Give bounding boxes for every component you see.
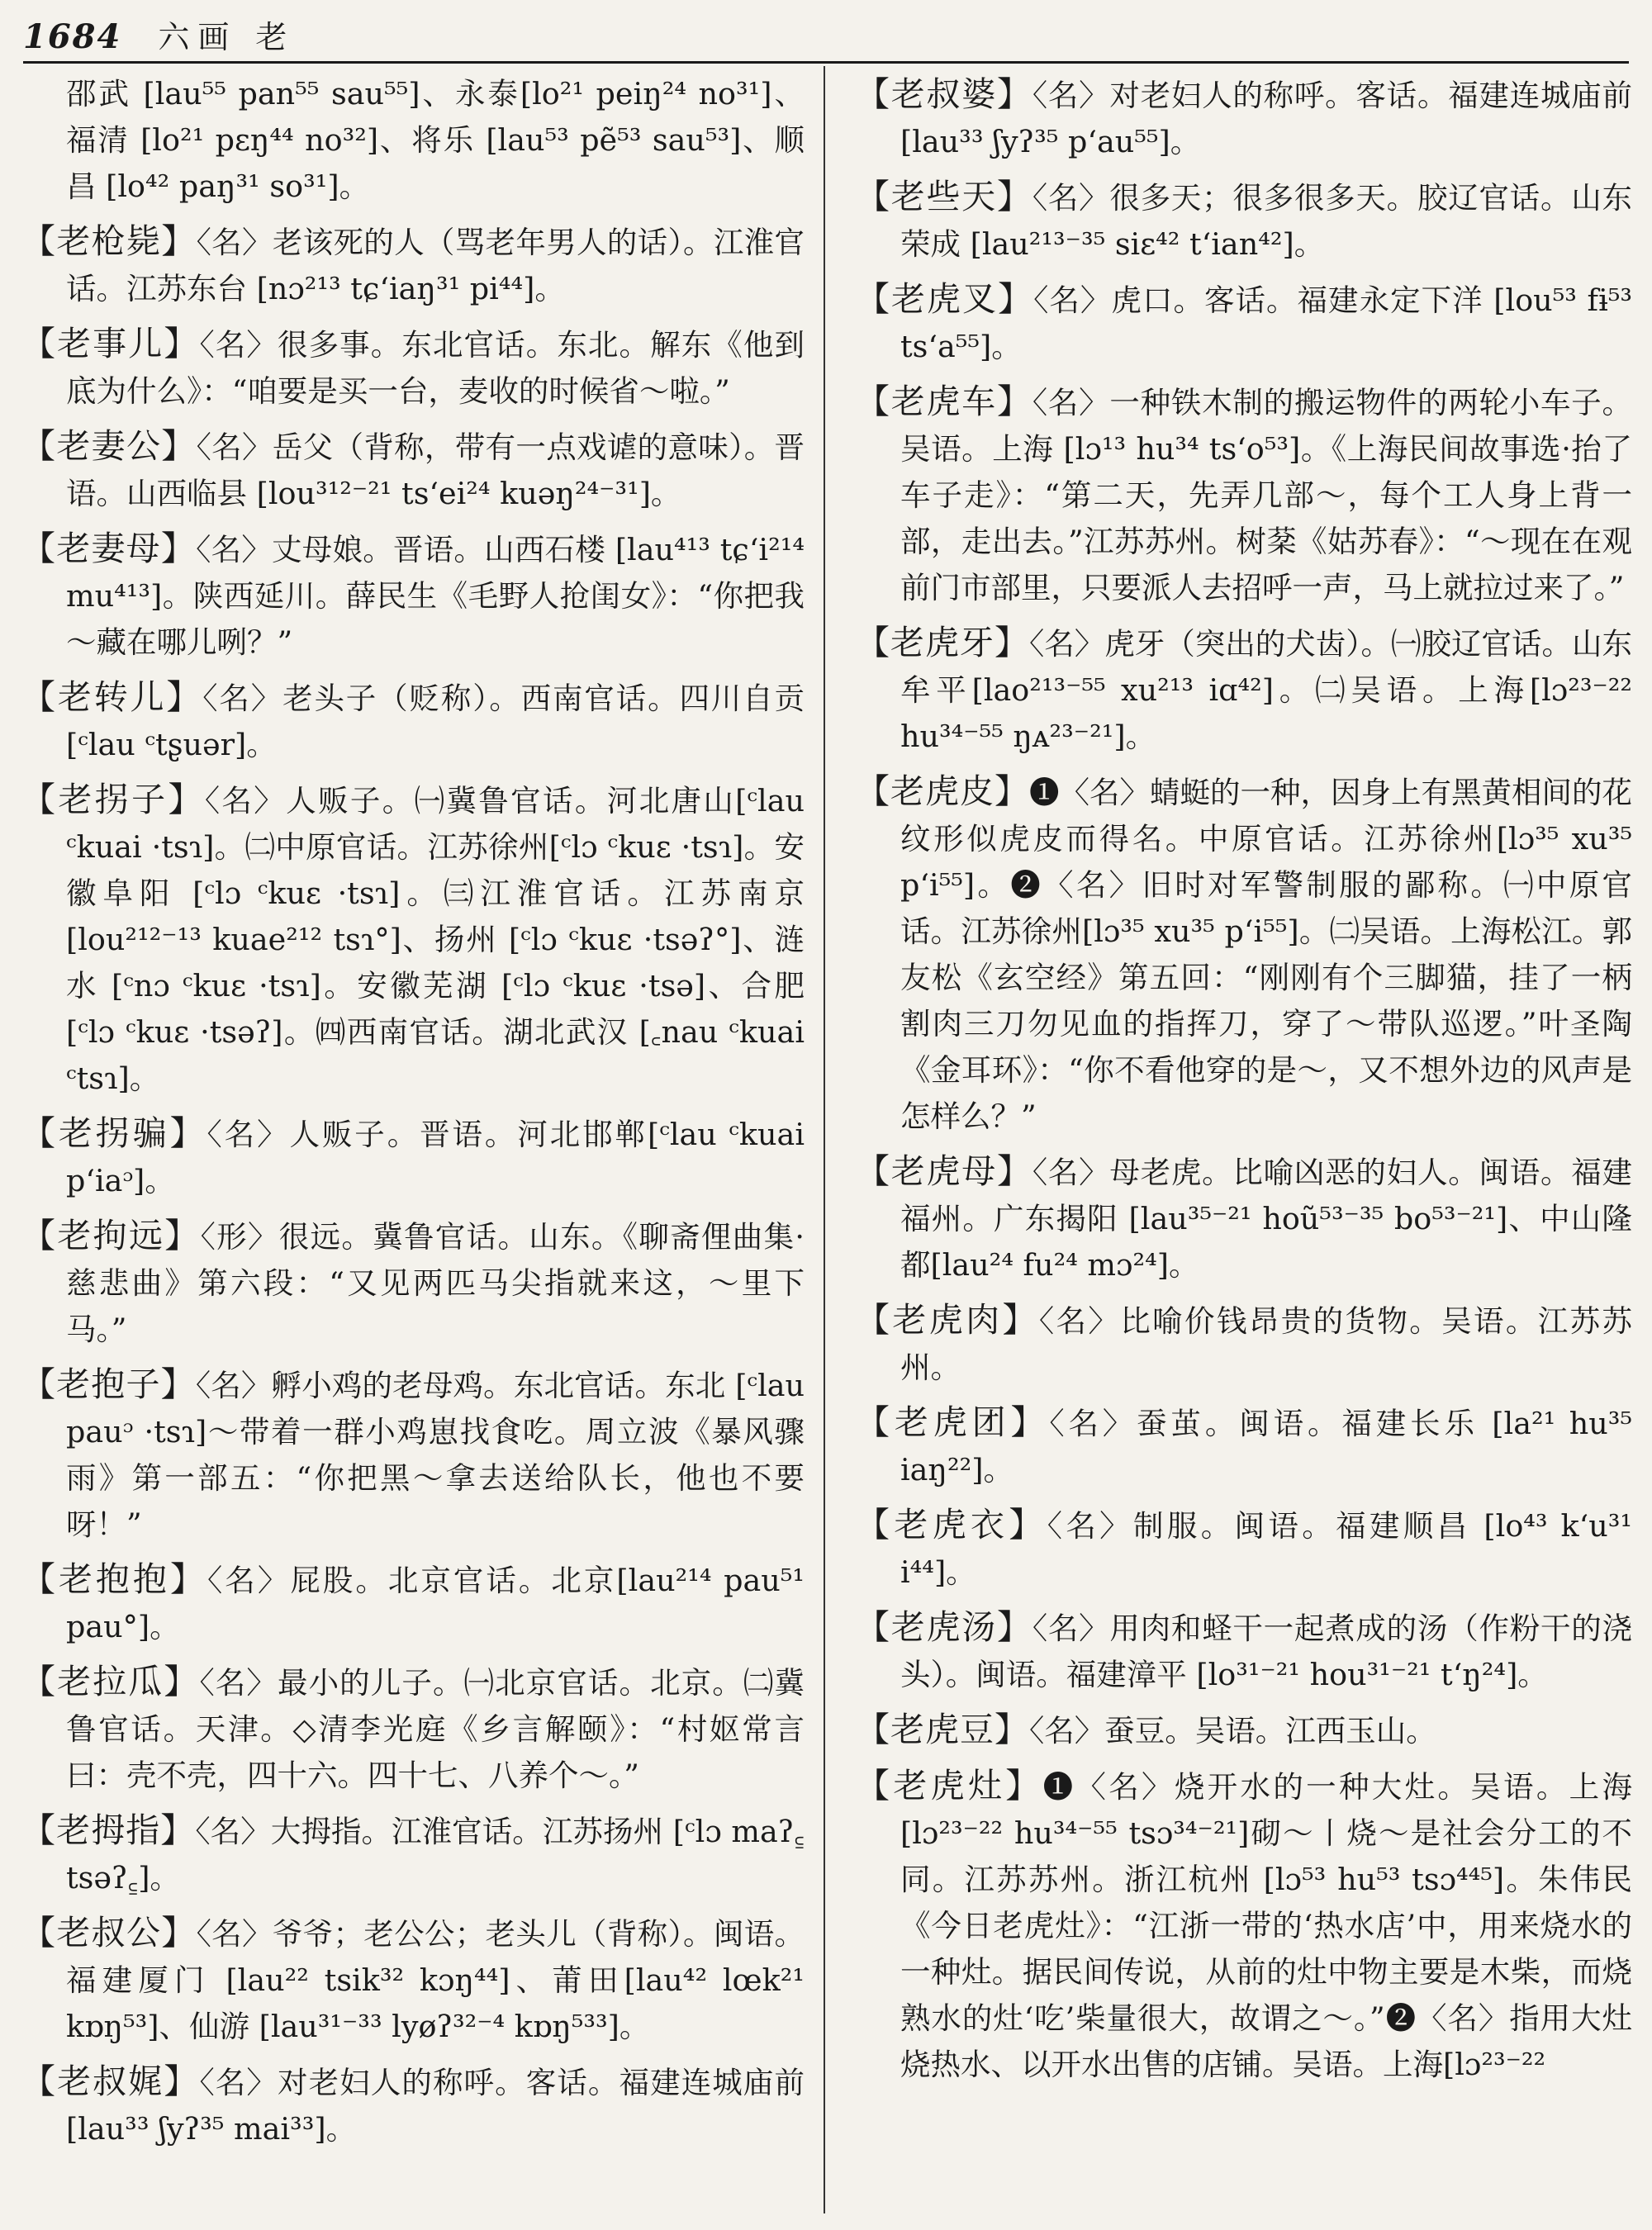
entry-headword: 【老转儿】 xyxy=(21,677,203,717)
entry-headword: 【老虎皮】 xyxy=(856,771,1029,811)
entry-text: 〈名〉母老虎。比喻凶恶的妇人。闽语。福建福州。广东揭阳 [lau³⁵⁻²¹ hoũ⁵³⁻³⁵ bo⁵³⁻²¹]、中山隆都[lau²⁴ fu²⁴ mɔ²⁴]。 xyxy=(900,1155,1633,1283)
dict-entry xyxy=(856,1706,1632,1754)
entry-headword: 【老虎衣】 xyxy=(856,1505,1047,1544)
dict-entry xyxy=(21,1212,805,1353)
entry-text: ❶〈名〉烧开水的一种大灶。吴语。上海 [lɔ²³⁻²² hu³⁴⁻⁵⁵ tsɔ³⁴⁻²¹]砌～丨烧～是社会分工的不同。江苏苏州。浙江杭州 [lɔ⁵³ hu⁵³ tsɔ⁴⁴⁵]。朱伟民《今日老虎灶》：“江浙一带的‘热水店’中，用来烧水的一种灶。据民间传说，从前的灶中物主要是木柴，而烧熟水的灶‘吃’柴量很大，故谓之～。”❷〈名〉指用大灶烧热水、以开水出售的店铺。吴语。上海[lɔ²³⁻²² xyxy=(900,1769,1633,2082)
entry-headword: 【老枪毙】 xyxy=(21,221,197,261)
entry-text: 〈名〉一种铁木制的搬运物件的两轮小车子。吴语。上海 [lɔ¹³ hu³⁴ tsʻo⁵³]。《上海民间故事选·抬了车子走》：“第二天，先弄几部～，每个工人身上背一部，走出去。”江苏苏州。树棻《姑苏春》：“～现在在观前门市部里，只要派人去招呼一声，马上就拉过来了。” xyxy=(900,385,1633,605)
dict-entry xyxy=(856,1502,1632,1596)
entry-headword: 【老事儿】 xyxy=(21,324,200,363)
right-column xyxy=(856,71,1632,2213)
entry-text: 〈名〉比喻价钱昂贵的货物。吴语。江苏苏州。 xyxy=(900,1303,1633,1385)
entry-text: 〈名〉对老妇人的称呼。客话。福建连城庙前[lau³³ ʃyʔ³⁵ mai³³]。 xyxy=(66,2065,805,2147)
entry-text: 〈名〉人贩子。晋语。河北邯郸[ᶜlau ᶜkuai pʻiaᵓ]。 xyxy=(66,1117,805,1198)
dict-entry xyxy=(21,674,805,768)
entry-text: 〈名〉孵小鸡的老母鸡。东北官话。东北 [ᶜlau pauᵓ ·tsɿ]～带着一群小鸡崽找食吃。周立波《暴风骤雨》第一部五：“你把黑～拿去送给队长，他也不要呀！” xyxy=(66,1368,805,1542)
dict-entry xyxy=(21,1110,805,1204)
entry-headword: 【老拇指】 xyxy=(21,1810,196,1850)
dict-entry xyxy=(21,1807,805,1901)
entry-headword: 【老虎肉】 xyxy=(856,1300,1039,1340)
dict-entry xyxy=(856,768,1632,1140)
dict-entry xyxy=(856,1399,1632,1493)
dict-entry xyxy=(856,1297,1632,1391)
entry-text: 〈名〉最小的儿子。㈠北京官话。北京。㈡冀鲁官话。天津。◇清李光庭《乡言解颐》：“村妪常言曰：壳不壳，四十六。四十七、八养个～。” xyxy=(66,1665,805,1793)
dict-entry xyxy=(21,218,805,312)
entry-text: 〈名〉虎牙（突出的犬齿）。㈠胶辽官话。山东牟平[lao²¹³⁻⁵⁵ xu²¹³ iɑ⁴²]。㈡吴语。上海[lɔ²³⁻²² hu³⁴⁻⁵⁵ ŋᴀ²³⁻²¹]。 xyxy=(900,626,1632,754)
entry-text: 〈形〉很远。冀鲁官话。山东。《聊斋俚曲集·慈悲曲》第六段：“又见两匹马尖指就来这，～里下马。” xyxy=(66,1219,805,1347)
entry-headword: 【老虎豆】 xyxy=(856,1710,1029,1749)
dict-entry xyxy=(21,2058,805,2152)
entry-text: 〈名〉丈母娘。晋语。山西石楼 [lau⁴¹³ tɕʻi²¹⁴ mu⁴¹³]。陕西延川。薛民生《毛野人抢闺女》：“你把我～藏在哪儿咧？” xyxy=(66,532,805,660)
entry-headword: 【老叔婆】 xyxy=(856,74,1032,114)
dict-entry xyxy=(856,619,1632,760)
dict-entry xyxy=(21,525,805,666)
dict-entry-continued xyxy=(21,71,805,210)
entry-headword: 【老虎牙】 xyxy=(856,623,1029,662)
entry-headword: 【老虎母】 xyxy=(856,1151,1032,1191)
entry-text: 〈名〉爷爷；老公公；老头儿（背称）。闽语。福建厦门 [lau²² tsik³² kɔŋ⁴⁴]、莆田[lau⁴² lœk²¹ kɒŋ⁵³]、仙游 [lau³¹⁻³³ lyøʔ³²⁻⁴ kɒŋ⁵³³]。 xyxy=(66,1916,805,2044)
dict-entry xyxy=(856,71,1632,165)
entry-text: 〈名〉蚕豆。吴语。江西玉山。 xyxy=(1029,1713,1436,1748)
entry-headword: 【老叔娓】 xyxy=(21,2062,200,2101)
entry-text: 〈名〉岳父（背称，带有一点戏谑的意味）。晋语。山西临县 [lou³¹²⁻²¹ tsʻei²⁴ kuəŋ²⁴⁻³¹]。 xyxy=(66,429,805,511)
entry-headword: 【老虎汤】 xyxy=(856,1607,1032,1647)
entry-text: 〈名〉人贩子。㈠冀鲁官话。河北唐山[ᶜlau ᶜkuai ·tsɿ]。㈡中原官话。江苏徐州[ᶜlɔ ᶜkuɛ ·tsɿ]。安徽阜阳 [ᶜlɔ ᶜkuɛ ·tsɿ]。㈢江淮官话。江苏南京 [lou²¹²⁻¹³ kuae²¹² tsɿ°]、扬州 [ᶜlɔ ᶜkuɛ ·tsəʔ°]、涟水 [ᶜnɔ ᶜkuɛ ·tsɿ]。安徽芜湖 [ᶜlɔ ᶜkuɛ ·tsə]、合肥[ᶜlɔ ᶜkuɛ ·tsəʔ]。㈣西南官话。湖北武汉 [꜀nau ᶜkuai ᶜtsɿ]。 xyxy=(66,783,805,1096)
entry-headword: 【老拉瓜】 xyxy=(21,1662,200,1701)
entry-text: ❶〈名〉蜻蜓的一种，因身上有黑黄相间的花纹形似虎皮而得名。中原官话。江苏徐州[lɔ³⁵ xu³⁵ pʻi⁵⁵]。❷〈名〉旧时对军警制服的鄙称。㈠中原官话。江苏徐州[lɔ³⁵ xu³⁵ pʻi⁵⁵]。㈡吴语。上海松江。郭友松《玄空经》第五回：“刚刚有个三脚猫，挂了一柄割肉三刀勿见血的指挥刀，穿了～带队巡逻。”叶圣陶《金耳环》：“你不看他穿的是～，又不想外边的风声是怎样么？” xyxy=(900,775,1632,1134)
dict-entry xyxy=(21,423,805,517)
dict-entry xyxy=(856,276,1632,370)
left-column xyxy=(21,71,805,2213)
entry-text: 〈名〉虎口。客话。福建永定下洋 [lou⁵³ fɨ⁵³ tsʻa⁵⁵]。 xyxy=(900,282,1633,364)
entry-text: 〈名〉用肉和蛏干一起煮成的汤（作粉干的浇头）。闽语。福建漳平 [lo³¹⁻²¹ hou³¹⁻²¹ tʻŋ²⁴]。 xyxy=(900,1611,1633,1692)
entry-text: 邵武 [lau⁵⁵ pan⁵⁵ sau⁵⁵]、永泰[lo²¹ peiŋ²⁴ no³¹]、福清 [lo²¹ pɛŋ⁴⁴ no³²]、将乐 [lau⁵³ pẽ⁵³ sau⁵³]、顺昌 [lo⁴² paŋ³¹ so³¹]。 xyxy=(66,76,805,204)
entry-headword: 【老妻母】 xyxy=(21,529,197,568)
dict-entry xyxy=(856,378,1632,611)
dict-entry xyxy=(21,1361,805,1548)
dict-entry xyxy=(21,1556,805,1650)
dict-entry xyxy=(856,1148,1632,1288)
dict-entry xyxy=(21,1658,805,1799)
dict-entry xyxy=(21,1910,805,2050)
entry-text: 〈名〉老该死的人（骂老年男人的话）。江淮官话。江苏东台 [nɔ²¹³ tɕʻiaŋ³¹ pi⁴⁴]。 xyxy=(66,225,805,306)
entry-headword: 【老虎叉】 xyxy=(856,279,1034,319)
entry-headword: 【老抱子】 xyxy=(21,1364,196,1404)
entry-text: 〈名〉大拇指。江淮官话。江苏扬州 [ᶜlɔ maʔ꜁ tsəʔ꜁]。 xyxy=(66,1814,805,1896)
entry-headword: 【老虎团】 xyxy=(856,1402,1050,1442)
column-divider xyxy=(824,66,825,2213)
entry-text: 〈名〉屁股。北京官话。北京[lau²¹⁴ pau⁵¹ pau°]。 xyxy=(66,1563,805,1644)
entry-text: 〈名〉很多天；很多很多天。胶辽官话。山东荣成 [lau²¹³⁻³⁵ siɛ⁴² tʻian⁴²]。 xyxy=(900,180,1633,262)
dict-entry xyxy=(856,173,1632,268)
dict-entry xyxy=(856,1763,1632,2088)
entry-headword: 【老虎车】 xyxy=(856,382,1032,421)
dict-entry xyxy=(21,320,805,415)
entry-headword: 【老拘远】 xyxy=(21,1216,201,1255)
entry-headword: 【老虎灶】 xyxy=(856,1766,1043,1805)
section-title: 六画 老 xyxy=(158,19,296,55)
page-number: 1684 xyxy=(23,17,122,56)
entry-headword: 【老抱抱】 xyxy=(21,1559,208,1599)
entry-headword: 【老些天】 xyxy=(856,177,1032,216)
entry-headword: 【老叔公】 xyxy=(21,1913,197,1952)
entry-headword: 【老妻公】 xyxy=(21,426,197,466)
entry-text: 〈名〉蚕茧。闽语。福建长乐 [la²¹ hu³⁵ iaŋ²²]。 xyxy=(900,1406,1632,1487)
entry-text: 〈名〉制服。闽语。福建顺昌 [lo⁴³ kʻu³¹ i⁴⁴]。 xyxy=(900,1508,1633,1590)
entry-headword: 【老拐骗】 xyxy=(21,1113,207,1153)
dict-entry xyxy=(21,776,805,1102)
entry-text: 〈名〉对老妇人的称呼。客话。福建连城庙前 [lau³³ ʃyʔ³⁵ pʻau⁵⁵]。 xyxy=(900,78,1633,159)
entry-text: 〈名〉老头子（贬称）。西南官话。四川自贡 [ᶜlau ᶜtʂuər]。 xyxy=(66,681,805,762)
page-header xyxy=(23,12,1629,64)
dict-entry xyxy=(856,1604,1632,1698)
entry-headword: 【老拐子】 xyxy=(21,780,205,819)
entry-text: 〈名〉很多事。东北官话。东北。解东《他到底为什么》：“咱要是买一台，麦收的时候省～啦。” xyxy=(66,327,805,409)
